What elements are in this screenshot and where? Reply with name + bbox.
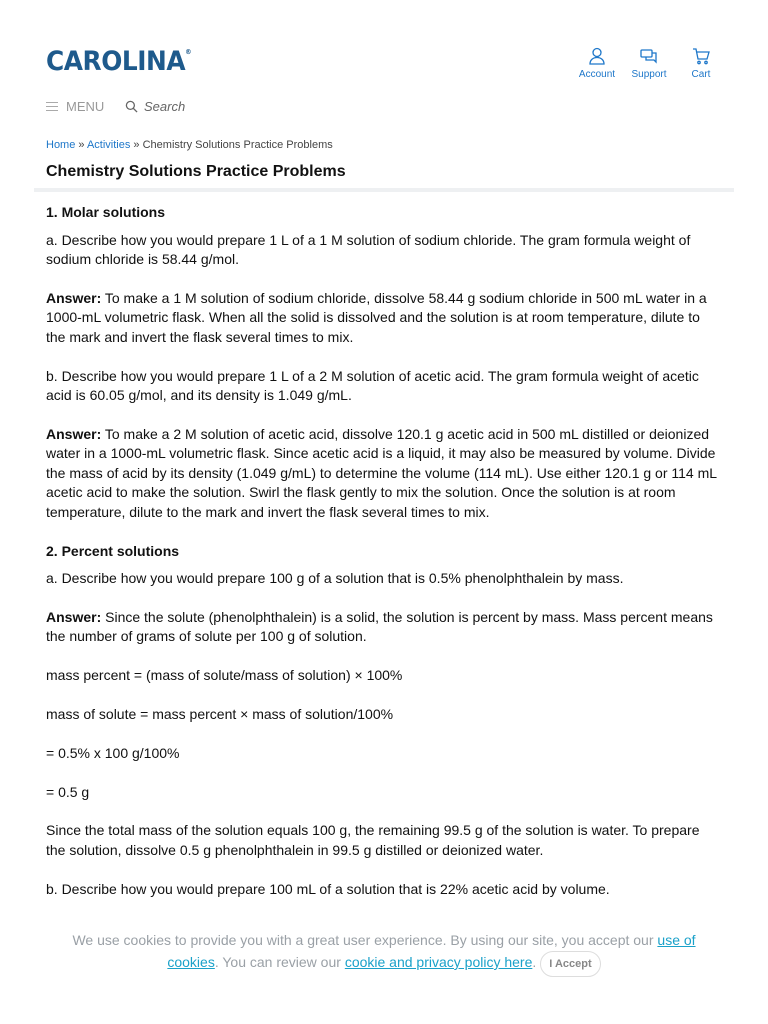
cookie-policy-link[interactable]: cookie and privacy policy here (344, 954, 533, 970)
section-heading-percent: 2. Percent solutions (46, 542, 180, 559)
carolina-logo[interactable] (46, 46, 191, 77)
accept-cookies-button[interactable]: I Accept (540, 951, 600, 977)
search-icon (125, 100, 138, 113)
breadcrumb-current: Chemistry Solutions Practice Problems (142, 139, 333, 151)
account-link[interactable] (576, 46, 618, 80)
logo-text: CAROLINA (46, 46, 186, 77)
section-heading-molar: 1. Molar solutions (46, 204, 166, 220)
site-header (0, 0, 768, 130)
answer-label: Answer: (46, 289, 102, 306)
breadcrumb-separator: » (75, 139, 87, 151)
equation-line: mass of solute = mass percent × mass of solution/100% (46, 706, 394, 723)
equation-line: mass percent = (mass of solute/mass of solution) × 100% (46, 667, 403, 684)
support-icon (639, 46, 659, 66)
cookie-text: . You can review our (214, 954, 345, 970)
equation-line: = 0.5 g (46, 783, 90, 800)
support-link[interactable] (628, 46, 670, 80)
answer-1a (46, 289, 722, 348)
menu-label: MENU (66, 99, 105, 114)
cart-link[interactable] (680, 46, 722, 80)
use-of-cookies-link[interactable]: use of cookies (167, 932, 696, 970)
answer-text: Since the solute (phenolphthalein) is a solid, the solution is percent by mass. Mass percent means the number of grams of solute per 100 g of solution. (46, 608, 713, 645)
answer-1b (46, 425, 722, 523)
breadcrumb-activities[interactable]: Activities (86, 139, 131, 151)
cookie-banner (0, 926, 768, 986)
cart-label: Cart (691, 69, 711, 80)
search-placeholder: Search (144, 99, 186, 114)
conclusion-2a: Since the total mass of the solution equals 100 g, the remaining 99.5 g of the solution is water. To prepare the solution, dissolve 0.5 g phenolphthalein in 99.5 g distilled or deionized water. (46, 822, 700, 858)
answer-label: Answer: (46, 425, 102, 442)
menu-icon (46, 102, 58, 111)
question-2b: b. Describe how you would prepare 100 mL of a solution that is 22% acetic acid by volume. (46, 880, 610, 897)
question-1a: a. Describe how you would prepare 1 L of a 1 M solution of sodium chloride. The gram formula weight of sodium chloride is 58.44 g/mol. (46, 231, 691, 267)
cookie-text: We use cookies to provide you with a great user experience. By using our site, you accept our (72, 932, 658, 948)
breadcrumb (46, 139, 333, 151)
breadcrumb-home[interactable]: Home (46, 139, 76, 151)
answer-text: To make a 1 M solution of sodium chloride, dissolve 58.44 g sodium chloride in 500 mL water in a 1000-mL volumetric flask. When all the solid is dissolved and the solution is at room temperature, dilute to the mark and invert the flask several times to mix. (46, 289, 707, 345)
account-icon (587, 46, 607, 66)
question-2a: a. Describe how you would prepare 100 g of a solution that is 0.5% phenolphthalein by mass. (46, 570, 624, 587)
search-input[interactable] (125, 99, 185, 114)
support-label: Support (631, 69, 667, 80)
breadcrumb-separator: » (130, 139, 143, 151)
answer-text: To make a 2 M solution of acetic acid, dissolve 120.1 g acetic acid in 500 mL distilled or deionized water in a 1000-mL volumetric flask. Since acetic acid is a liquid, it may also be measured by volume. Divide the mass of acid by its density (1.049 g/mL) to determine the volume (114 mL). Use either 120.1 g or 114 mL acetic acid to make the solution. Swirl the flask gently to mix the solution. Once the solution is at room temperature, dilute to the mark and invert the flask several times to mix. (46, 425, 717, 520)
account-label: Account (578, 69, 616, 80)
page-title: Chemistry Solutions Practice Problems (46, 163, 346, 180)
equation-line: = 0.5% x 100 g/100% (46, 744, 180, 761)
answer-2a (46, 608, 722, 647)
cookie-text: . (532, 954, 537, 970)
header-actions (576, 46, 722, 80)
menu-button[interactable] (46, 99, 104, 114)
logo-registered-mark: ® (185, 48, 192, 56)
question-1b: b. Describe how you would prepare 1 L of a 2 M solution of acetic acid. The gram formula weight of acetic acid is 60.05 g/mol, and its density is 1.049 g/mL. (46, 367, 699, 404)
answer-label: Answer: (46, 608, 102, 625)
cart-icon (691, 46, 711, 66)
article-content (46, 203, 722, 919)
title-divider (34, 188, 734, 192)
